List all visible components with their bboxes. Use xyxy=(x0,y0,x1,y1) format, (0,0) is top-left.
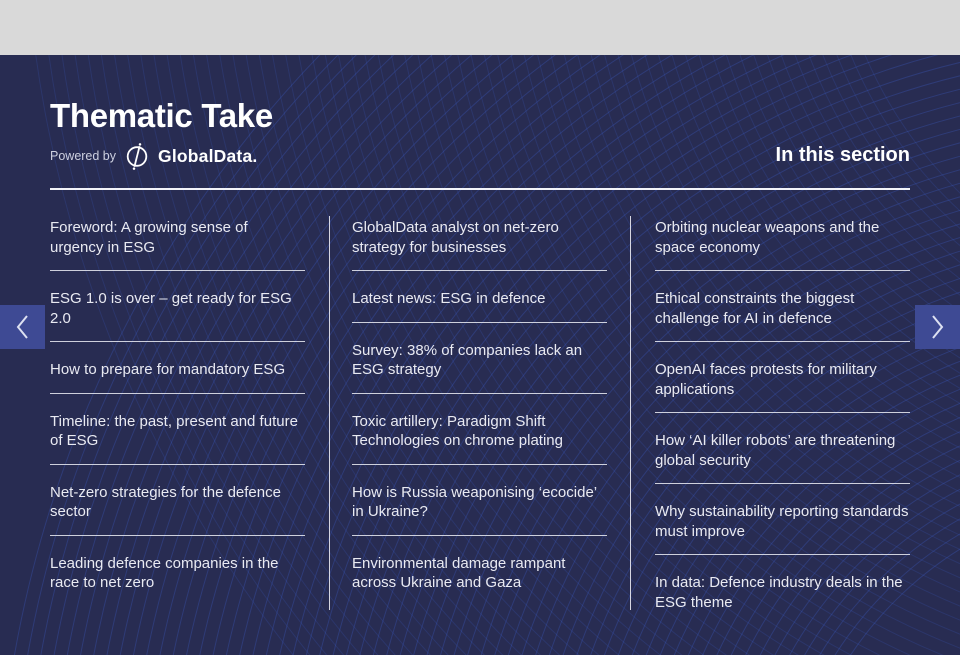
page-title: Thematic Take xyxy=(50,97,273,134)
previous-page-button[interactable] xyxy=(0,305,45,349)
powered-by-label: Powered by xyxy=(50,149,117,163)
toc-item[interactable]: Toxic artillery: Paradigm Shift Technologies on chrome plating xyxy=(352,412,607,465)
section-hero xyxy=(0,55,960,655)
chevron-left-icon xyxy=(15,314,30,340)
toc-item[interactable]: Why sustainability reporting standards must improve xyxy=(655,502,910,555)
toc-item[interactable]: ESG 1.0 is over – get ready for ESG 2.0 xyxy=(50,289,305,342)
toc-item[interactable]: In data: Defence industry deals in the ESG theme xyxy=(655,574,903,611)
globaldata-logo-text: GlobalData. xyxy=(158,145,258,166)
top-bar xyxy=(0,0,960,55)
chevron-right-icon xyxy=(930,314,945,340)
toc-column-3 xyxy=(655,218,910,625)
header-divider xyxy=(50,188,910,190)
toc-column-1 xyxy=(50,218,305,606)
toc-item[interactable]: GlobalData analyst on net-zero strategy for businesses xyxy=(352,218,607,271)
toc-item[interactable]: Foreword: A growing sense of urgency in ESG xyxy=(50,218,305,271)
toc-item[interactable]: Survey: 38% of companies lack an ESG strategy xyxy=(352,341,607,394)
toc-item[interactable]: Leading defence companies in the race to net zero xyxy=(50,554,279,591)
toc-item[interactable]: OpenAI faces protests for military applications xyxy=(655,360,910,413)
powered-by-row xyxy=(50,143,257,169)
in-this-section-heading: In this section xyxy=(775,144,910,166)
toc-column-2 xyxy=(352,218,607,606)
toc-item[interactable]: Timeline: the past, present and future of ESG xyxy=(50,412,305,465)
toc-item[interactable]: Environmental damage rampant across Ukraine and Gaza xyxy=(352,554,566,591)
globaldata-globe-icon xyxy=(125,143,149,170)
next-page-button[interactable] xyxy=(915,305,960,349)
column-divider-1 xyxy=(329,216,330,610)
toc-item[interactable]: How is Russia weaponising ‘ecocide’ in Ukraine? xyxy=(352,483,607,536)
toc-item[interactable]: Orbiting nuclear weapons and the space economy xyxy=(655,218,910,271)
toc-item[interactable]: Ethical constraints the biggest challenge for AI in defence xyxy=(655,289,910,342)
toc-item[interactable]: Latest news: ESG in defence xyxy=(352,289,607,323)
toc-item[interactable]: Net-zero strategies for the defence sector xyxy=(50,483,305,536)
column-divider-2 xyxy=(630,216,631,610)
toc-item[interactable]: How ‘AI killer robots’ are threatening global security xyxy=(655,431,910,484)
toc-item[interactable]: How to prepare for mandatory ESG xyxy=(50,360,305,394)
